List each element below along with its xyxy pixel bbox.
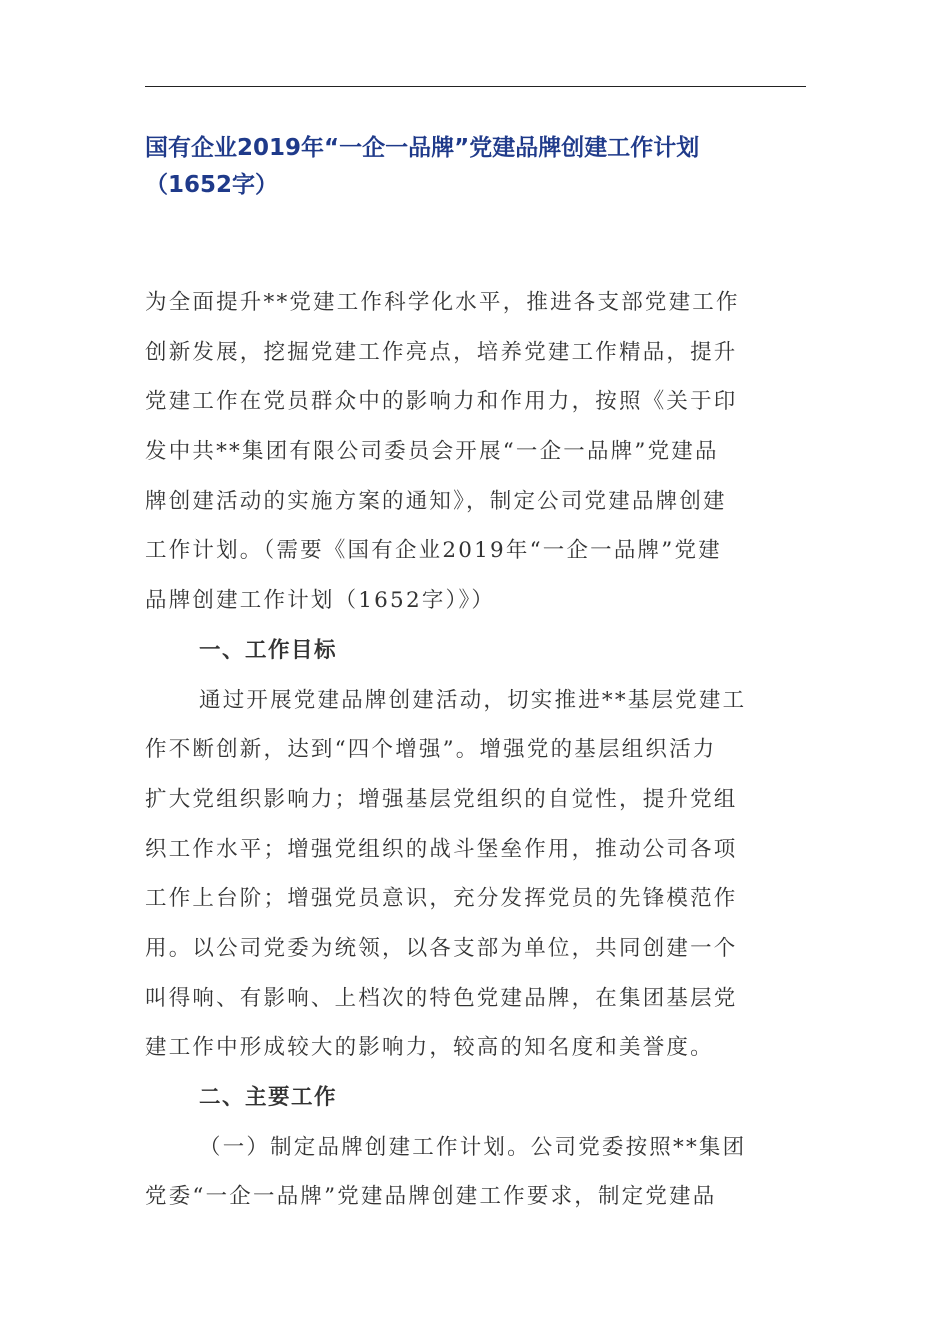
paragraph-line: 牌创建活动的实施方案的通知》，制定公司党建品牌创建: [145, 488, 727, 514]
header-rule: [145, 86, 806, 87]
paragraph-line: 工作计划。（需要《国有企业2019年“一企一品牌”党建: [145, 538, 722, 564]
paragraph-line: 为全面提升**党建工作科学化水平，推进各支部党建工作: [145, 290, 740, 315]
paragraph-line: （一）制定品牌创建工作计划。公司党委按照**集团: [199, 1134, 747, 1160]
paragraph-line: 工作上台阶；增强党员意识，充分发挥党员的先锋模范作: [145, 886, 738, 912]
paragraph-line: 织工作水平；增强党组织的战斗堡垒作用，推动公司各项: [145, 836, 738, 862]
paragraph-line: 叫得响、有影响、上档次的特色党建品牌，在集团基层党: [145, 985, 738, 1011]
document-page: [145, 0, 806, 1344]
title-line-1: 国有企业2019年“一企一品牌”党建品牌创建工作计划: [145, 135, 700, 161]
paragraph-line: 品牌创建工作计划（1652字）》）: [145, 588, 496, 614]
title-line-2: （1652字）: [145, 172, 279, 198]
paragraph-line: 创新发展，挖掘党建工作亮点，培养党建工作精品，提升: [145, 339, 738, 365]
paragraph-line: 扩大党组织影响力；增强基层党组织的自觉性，提升党组: [145, 786, 738, 812]
document-body: [145, 278, 806, 1222]
paragraph-line: 党建工作在党员群众中的影响力和作用力，按照《关于印: [145, 389, 738, 415]
section-heading-goals: 一、工作目标: [199, 637, 338, 663]
paragraph-line: 发中共**集团有限公司委员会开展“一企一品牌”党建品: [145, 439, 719, 465]
document-title: [145, 130, 806, 204]
paragraph-line: 党委“一企一品牌”党建品牌创建工作要求，制定党建品: [145, 1184, 717, 1210]
paragraph-line: 作不断创新，达到“四个增强”。增强党的基层组织活力: [145, 737, 717, 763]
section-heading-main-work: 二、主要工作: [199, 1085, 338, 1110]
paragraph-line: 通过开展党建品牌创建活动，切实推进**基层党建工: [199, 687, 747, 713]
paragraph-line: 用。以公司党委为统领，以各支部为单位，共同创建一个: [145, 935, 738, 961]
paragraph-line: 建工作中形成较大的影响力，较高的知名度和美誉度。: [145, 1035, 714, 1061]
